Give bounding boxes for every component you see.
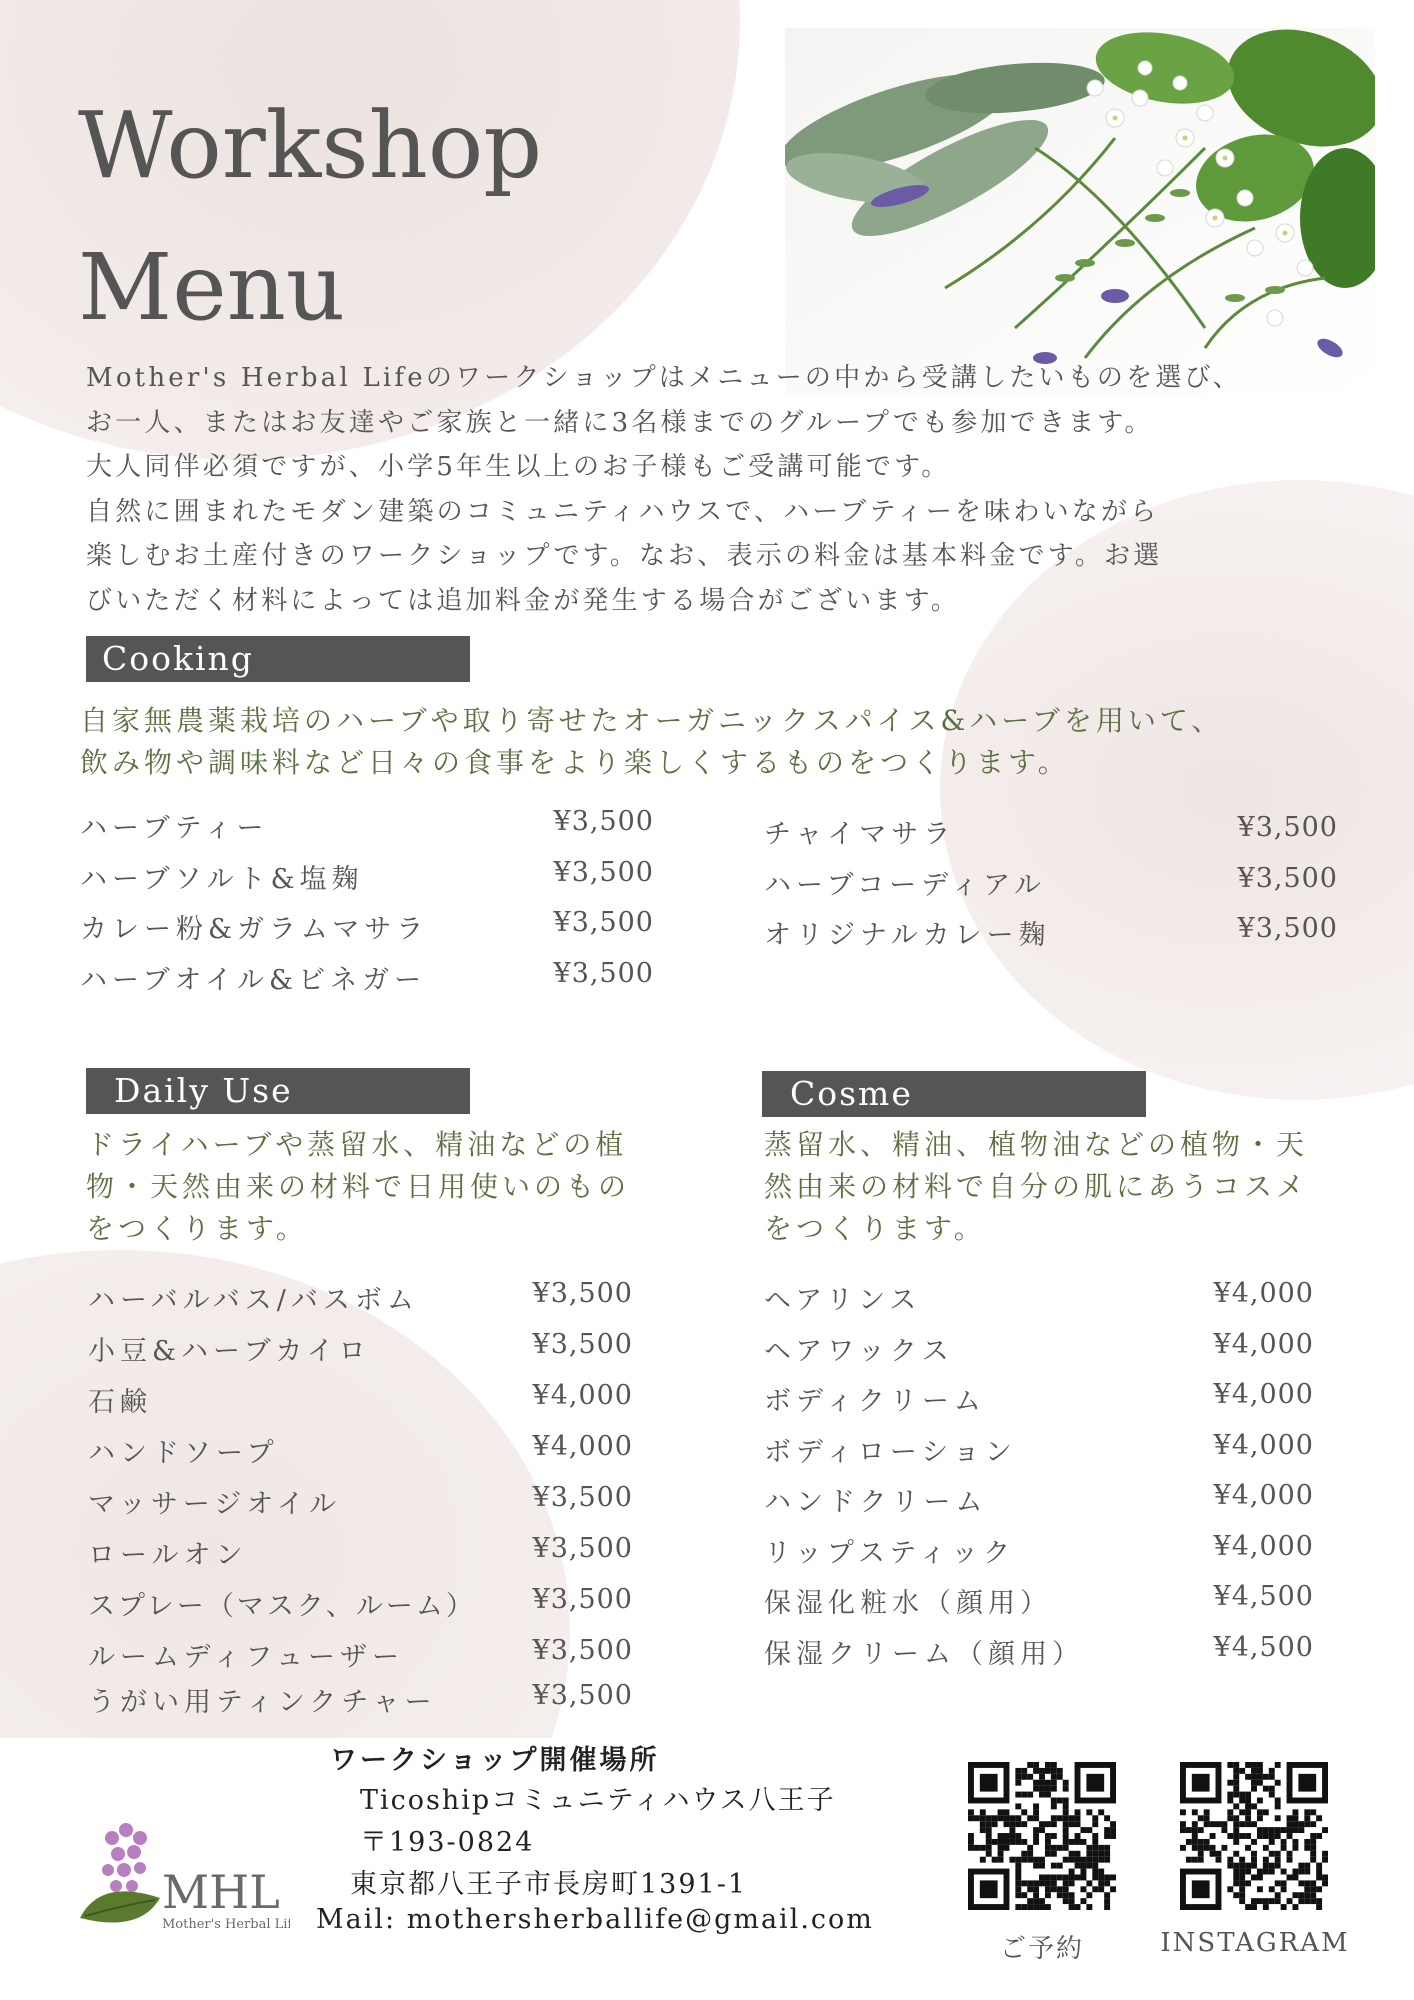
menu-item-price: ¥4,500 bbox=[1213, 1631, 1314, 1663]
cosme-menu bbox=[764, 1278, 1314, 1682]
cooking-menu-right bbox=[764, 812, 1338, 964]
title-line-1: Workshop bbox=[78, 92, 543, 199]
menu-item bbox=[80, 806, 654, 857]
menu-item bbox=[88, 1482, 633, 1533]
menu-item-price: ¥4,500 bbox=[1213, 1581, 1314, 1612]
logo-tagline: Mother's Herbal Life bbox=[162, 1917, 290, 1932]
menu-item-price: ¥4,000 bbox=[532, 1380, 633, 1411]
menu-item bbox=[80, 857, 654, 908]
menu-item bbox=[88, 1635, 633, 1680]
menu-item-name: ハンドクリーム bbox=[764, 1487, 988, 1518]
venue-heading: ワークショップ開催場所 bbox=[330, 1745, 660, 1776]
menu-item bbox=[80, 907, 654, 958]
venue-name: Ticoshipコミュニティハウス八王子 bbox=[360, 1785, 836, 1816]
menu-item-price: ¥3,500 bbox=[1237, 913, 1338, 944]
menu-item bbox=[88, 1278, 633, 1329]
menu-item bbox=[764, 1430, 1314, 1481]
menu-item-price: ¥3,500 bbox=[1237, 812, 1338, 843]
menu-item-name: チャイマサラ bbox=[764, 819, 956, 850]
menu-item-price: ¥3,500 bbox=[532, 1482, 633, 1513]
menu-item bbox=[88, 1584, 633, 1635]
menu-item-name: ヘアワックス bbox=[764, 1335, 954, 1367]
menu-item-price: ¥4,000 bbox=[1213, 1278, 1314, 1309]
menu-item-name: ルームディフューザー bbox=[88, 1642, 404, 1673]
menu-item bbox=[88, 1533, 633, 1584]
menu-item bbox=[764, 1632, 1314, 1683]
booking-qr-code[interactable] bbox=[968, 1762, 1116, 1910]
mhl-logo bbox=[50, 1798, 290, 1958]
menu-item-name: ボディローション bbox=[764, 1436, 1017, 1468]
cosme-desc-line: 蒸留水、精油、植物油などの植物・天 bbox=[764, 1128, 1309, 1161]
menu-item bbox=[764, 1480, 1314, 1531]
menu-item-name: ハーバルバス/バスボム bbox=[88, 1285, 419, 1316]
title-line-2: Menu bbox=[78, 234, 346, 341]
cooking-menu-left bbox=[80, 806, 654, 1008]
menu-item-price: ¥3,500 bbox=[553, 957, 654, 989]
menu-item-price: ¥4,000 bbox=[532, 1431, 633, 1462]
menu-item-name: カレー粉&ガラムマサラ bbox=[80, 914, 429, 945]
page-title bbox=[78, 75, 542, 359]
cooking-desc-line: 自家無農薬栽培のハーブや取り寄せたオーガニックスパイス&ハーブを用いて、 bbox=[80, 704, 1224, 737]
menu-item bbox=[764, 863, 1338, 914]
intro-line: Mother's Herbal Lifeのワークショップはメニューの中から受講したいものを選び、 bbox=[86, 363, 1242, 393]
menu-item bbox=[88, 1380, 633, 1431]
menu-item-price: ¥4,000 bbox=[1213, 1429, 1314, 1461]
menu-item-price: ¥3,500 bbox=[532, 1533, 633, 1564]
menu-item-name: 石鹸 bbox=[88, 1387, 152, 1418]
menu-item-name: ヘアリンス bbox=[764, 1285, 922, 1316]
menu-item-price: ¥3,500 bbox=[553, 806, 654, 837]
menu-item-price: ¥4,000 bbox=[1213, 1480, 1314, 1511]
menu-item-price: ¥3,500 bbox=[532, 1584, 633, 1615]
intro-line: びいただく材料によっては追加料金が発生する場合がございます。 bbox=[86, 585, 960, 616]
cooking-section-label: Cooking bbox=[86, 636, 470, 682]
venue-postal-code: 〒193-0824 bbox=[360, 1827, 535, 1858]
menu-item bbox=[88, 1680, 633, 1725]
cosme-desc-line: をつくります。 bbox=[764, 1212, 986, 1245]
menu-item-price: ¥3,500 bbox=[553, 907, 654, 938]
intro-line: 自然に囲まれたモダン建築のコミュニティハウスで、ハーブティーを味わいながら bbox=[86, 496, 1160, 527]
menu-item bbox=[764, 1379, 1314, 1430]
venue-address: 東京都八王子市長房町1391-1 bbox=[350, 1869, 748, 1900]
intro-paragraph bbox=[86, 356, 1386, 623]
menu-item-name: スプレー（マスク、ルーム） bbox=[88, 1591, 476, 1622]
menu-item-name: 保湿化粧水（顔用） bbox=[764, 1588, 1052, 1619]
menu-item-name: オリジナルカレー麹 bbox=[764, 920, 1051, 951]
cooking-description bbox=[80, 700, 1223, 784]
daily-desc-line: ドライハーブや蒸留水、精油などの植 bbox=[86, 1128, 628, 1161]
cosme-desc-line: 然由来の材料で自分の肌にあうコスメ bbox=[764, 1170, 1309, 1203]
instagram-qr-caption: INSTAGRAM bbox=[1160, 1928, 1350, 1958]
menu-item-name: ハーブオイル&ビネガー bbox=[80, 964, 427, 996]
intro-line: 楽しむお土産付きのワークショップです。なお、表示の料金は基本料金です。お選 bbox=[86, 541, 1163, 571]
menu-item-price: ¥3,500 bbox=[532, 1635, 633, 1666]
menu-item-price: ¥3,500 bbox=[553, 856, 654, 888]
menu-item-price: ¥4,000 bbox=[1213, 1379, 1314, 1410]
daily-use-section-label: Daily Use bbox=[86, 1068, 470, 1114]
cosme-section-label: Cosme bbox=[762, 1071, 1146, 1117]
menu-item bbox=[764, 1278, 1314, 1329]
menu-item-name: リップスティック bbox=[764, 1537, 1016, 1569]
cooking-desc-line: 飲み物や調味料など日々の食事をより楽しくするものをつくります。 bbox=[80, 746, 1070, 779]
menu-item-name: ハンドソープ bbox=[88, 1438, 279, 1469]
booking-qr-caption: ご予約 bbox=[999, 1934, 1084, 1964]
daily-use-menu bbox=[88, 1278, 633, 1725]
menu-item-name: ロールオン bbox=[88, 1540, 248, 1571]
menu-item bbox=[764, 913, 1338, 964]
daily-use-description bbox=[86, 1124, 630, 1250]
menu-item-name: うがい用ティンクチャー bbox=[88, 1687, 437, 1718]
intro-line: 大人同伴必須ですが、小学5年生以上のお子様もご受講可能です。 bbox=[86, 452, 951, 482]
daily-desc-line: をつくります。 bbox=[86, 1212, 308, 1245]
menu-item bbox=[80, 958, 654, 1009]
menu-item-name: ハーブコーディアル bbox=[764, 869, 1047, 901]
menu-item bbox=[764, 812, 1338, 863]
menu-item-name: ハーブソルト&塩麹 bbox=[80, 863, 364, 895]
menu-item bbox=[88, 1431, 633, 1482]
menu-item-price: ¥4,000 bbox=[1213, 1530, 1314, 1562]
menu-item bbox=[88, 1329, 633, 1380]
menu-item bbox=[764, 1581, 1314, 1632]
venue-email[interactable]: Mail: mothersherballife@gmail.com bbox=[316, 1904, 874, 1935]
menu-item-name: ハーブティー bbox=[80, 813, 269, 844]
menu-item-name: ボディクリーム bbox=[764, 1386, 986, 1417]
instagram-qr-code[interactable] bbox=[1180, 1762, 1328, 1910]
menu-item-price: ¥3,500 bbox=[532, 1680, 633, 1711]
menu-item bbox=[764, 1329, 1314, 1380]
daily-desc-line: 物・天然由来の材料で日用使いのもの bbox=[86, 1170, 631, 1203]
menu-item-name: 小豆&ハーブカイロ bbox=[88, 1336, 371, 1367]
herb-photo bbox=[785, 28, 1375, 396]
menu-item-name: マッサージオイル bbox=[88, 1489, 342, 1520]
menu-item-name: 保湿クリーム（顔用） bbox=[764, 1638, 1084, 1670]
logo-initials: MHL bbox=[162, 1865, 280, 1919]
menu-item-price: ¥3,500 bbox=[532, 1278, 633, 1309]
menu-item-price: ¥4,000 bbox=[1213, 1328, 1314, 1360]
intro-line: お一人、またはお友達やご家族と一緒に3名様までのグループでも参加できます。 bbox=[86, 407, 1154, 438]
menu-item bbox=[764, 1531, 1314, 1582]
menu-item-price: ¥3,500 bbox=[1237, 862, 1338, 894]
cosme-description bbox=[764, 1124, 1308, 1250]
menu-item-price: ¥3,500 bbox=[532, 1329, 633, 1360]
